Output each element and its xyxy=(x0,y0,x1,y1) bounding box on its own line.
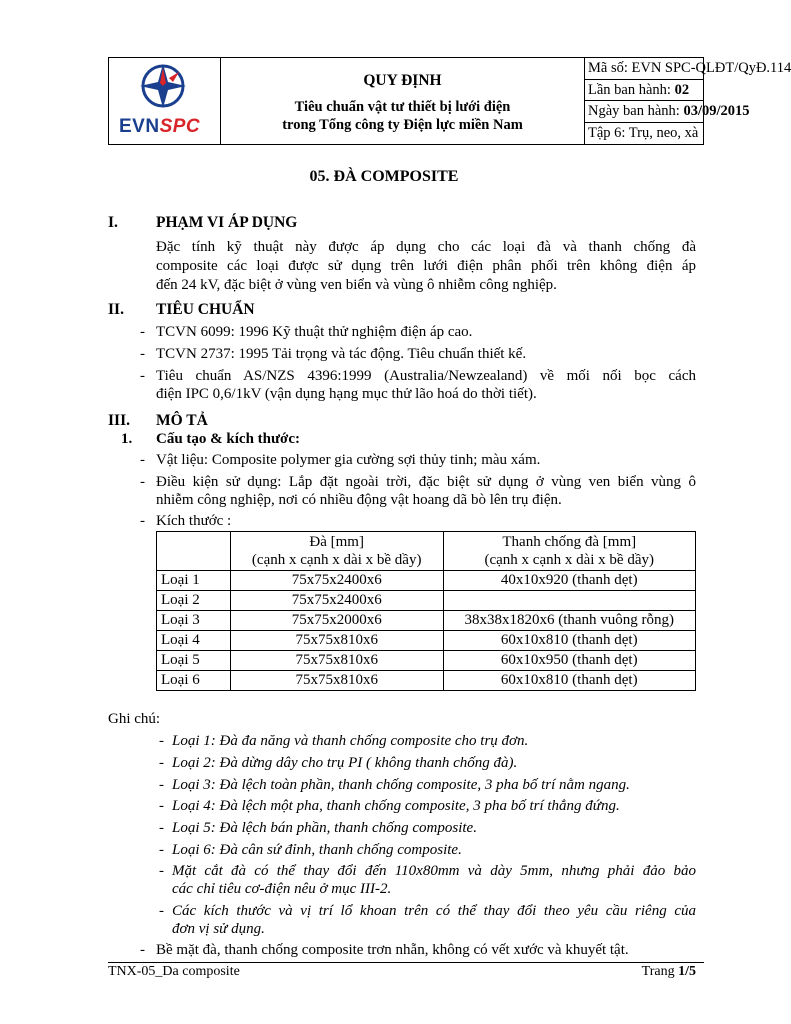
header-title-cell xyxy=(221,58,585,144)
section1-para-line2: composite các loại được sử dụng trên lưới điện phân phối trên không điện áp xyxy=(156,258,696,274)
table-cell-thanh: 40x10x920 (thanh dẹt) xyxy=(443,571,696,591)
notes-label: Ghi chú: xyxy=(108,711,161,727)
date-value: 03/09/2015 xyxy=(683,103,750,119)
section3-title: MÔ TẢ xyxy=(156,412,208,429)
bullet-dash: - xyxy=(159,755,164,771)
table-cell-type: Loại 6 xyxy=(157,671,231,691)
section1-title: PHẠM VI ÁP DỤNG xyxy=(156,214,298,231)
standard-item-3-line1: Tiêu chuẩn AS/NZS 4396:1999 (Australia/Newzealand) về mối nối bọc cách xyxy=(156,368,696,384)
bullet-dash: - xyxy=(140,324,145,340)
bullet-dash: - xyxy=(159,798,164,814)
bullet-dash: - xyxy=(140,452,145,468)
standard-item-3-line2: điện IPC 0,6/1kV (vận dụng hạng mục thử lão hoá do thời tiết). xyxy=(156,386,537,402)
table-cell-thanh: 38x38x1820x6 (thanh vuông rỗng) xyxy=(443,611,696,631)
usage-item-line2: nhiễm công nghiệp, nơi có nhiều động vật hoang dã bò lên trụ điện. xyxy=(156,492,562,508)
document-header xyxy=(108,57,791,145)
doc-title: 05. ĐÀ COMPOSITE xyxy=(309,168,459,185)
footer-page-value: 1/5 xyxy=(678,964,696,979)
table-cell-da: 75x75x810x6 xyxy=(230,651,443,671)
table-cell-da: 75x75x2400x6 xyxy=(230,571,443,591)
date-label: Ngày ban hành: xyxy=(588,103,684,119)
table-header-thanh-line1: Thanh chống đà [mm] xyxy=(502,534,637,550)
logo-cell xyxy=(109,58,221,144)
header-subtitle-line2: trong Tổng công ty Điện lực miền Nam xyxy=(282,117,523,133)
table-row xyxy=(157,571,696,591)
section2-title: TIÊU CHUẨN xyxy=(156,301,255,318)
footer-doc-name: TNX-05_Da composite xyxy=(108,964,240,979)
table-header-cell-empty xyxy=(157,532,231,571)
issue-number xyxy=(585,80,703,102)
bullet-dash: - xyxy=(159,842,164,858)
dimensions-label: Kích thước : xyxy=(156,513,232,529)
bullet-dash: - xyxy=(140,368,145,384)
section3-num: III. xyxy=(108,412,130,429)
table-cell-thanh: 60x10x810 (thanh dẹt) xyxy=(443,631,696,651)
table-header-row xyxy=(157,532,696,571)
logo-text-evn: EVN xyxy=(119,116,160,137)
note-1: Loại 1: Đà đa năng và thanh chống composite cho trụ đơn. xyxy=(172,733,529,749)
table-cell-type: Loại 1 xyxy=(157,571,231,591)
issue-value: 02 xyxy=(674,81,690,98)
table-header-da xyxy=(230,532,443,571)
material-item: Vật liệu: Composite polymer gia cường sợi thủy tinh; màu xám. xyxy=(156,452,541,468)
table-row xyxy=(157,611,696,631)
issue-date xyxy=(585,101,750,123)
table-cell-thanh: 60x10x950 (thanh dẹt) xyxy=(443,651,696,671)
table-row xyxy=(157,591,696,611)
bullet-dash: - xyxy=(140,513,145,529)
table-header-thanh xyxy=(443,532,696,571)
section1-num: I. xyxy=(108,214,118,231)
bullet-dash: - xyxy=(159,903,164,919)
issue-label: Lần ban hành: xyxy=(588,81,675,98)
doc-code: Mã số: EVN SPC-QLĐT/QyĐ.114 xyxy=(585,58,703,80)
usage-item-line1: Điều kiện sử dụng: Lắp đặt ngoài trời, đặc biệt sử dụng ở vùng ven biển vùng ô xyxy=(156,474,696,490)
table-header-da-line1: Đà [mm] xyxy=(309,534,364,550)
bullet-dash: - xyxy=(159,820,164,836)
table-row xyxy=(157,671,696,691)
standard-item-2: TCVN 2737: 1995 Tải trọng và tác động. Tiêu chuẩn thiết kế. xyxy=(156,346,527,362)
table-row xyxy=(157,631,696,651)
note-6: Loại 6: Đà cân sứ đỉnh, thanh chống composite. xyxy=(172,842,462,858)
table-header-thanh-line2: (cạnh x cạnh x dài x bề dầy) xyxy=(484,552,654,568)
table-cell-thanh: 60x10x810 (thanh dẹt) xyxy=(443,671,696,691)
section1-para-line3: đến 24 kV, đặc biệt ở vùng ven biển và vùng ô nhiễm công nghiệp. xyxy=(156,277,557,293)
table-row xyxy=(157,651,696,671)
header-subtitle-line1: Tiêu chuẩn vật tư thiết bị lưới điện xyxy=(294,99,511,115)
note-4: Loại 4: Đà lệch một pha, thanh chống composite, 3 pha bố trí thẳng đứng. xyxy=(172,798,620,814)
table-cell-type: Loại 2 xyxy=(157,591,231,611)
table-cell-da: 75x75x2000x6 xyxy=(230,611,443,631)
note-2: Loại 2: Đà dừng dây cho trụ PI ( không thanh chống đà). xyxy=(172,755,518,771)
table-cell-da: 75x75x810x6 xyxy=(230,671,443,691)
bullet-dash: - xyxy=(140,942,145,958)
note-7-line2: các chỉ tiêu cơ-điện nêu ở mục III-2. xyxy=(172,881,392,897)
header-info-cell xyxy=(585,58,791,144)
volume: Tập 6: Trụ, neo, xà xyxy=(588,124,699,141)
logo-wordmark xyxy=(119,116,200,138)
subsection-title: Cấu tạo & kích thước: xyxy=(156,431,300,447)
header-title: QUY ĐỊNH xyxy=(363,72,442,89)
footer-page-label: Trang xyxy=(641,964,679,979)
bullet-dash: - xyxy=(159,863,164,879)
table-cell-type: Loại 5 xyxy=(157,651,231,671)
table-cell-thanh xyxy=(443,591,696,611)
note-8-line1: Các kích thước và vị trí lổ khoan trên có thể thay đổi theo yêu cầu riêng của xyxy=(172,903,696,919)
note-8-line2: đơn vị sử dụng. xyxy=(172,921,265,937)
bullet-dash: - xyxy=(140,346,145,362)
footer-page xyxy=(642,964,696,980)
table-cell-da: 75x75x2400x6 xyxy=(230,591,443,611)
subsection-num: 1. xyxy=(121,431,133,447)
table-cell-type: Loại 4 xyxy=(157,631,231,651)
logo-text-spc: SPC xyxy=(159,116,201,137)
note-7-line1: Mặt cắt đà có thể thay đổi đến 110x80mm và dày 5mm, nhưng phải đảo bảo xyxy=(172,863,696,879)
bullet-dash: - xyxy=(159,777,164,793)
standard-item-1: TCVN 6099: 1996 Kỹ thuật thử nghiệm điện áp cao. xyxy=(156,324,473,340)
section1-para-line1: Đặc tính kỹ thuật này được áp dụng cho các loại đà và thanh chống đà xyxy=(156,239,696,255)
dimensions-table xyxy=(156,531,696,691)
bullet-dash: - xyxy=(159,733,164,749)
footer-divider xyxy=(108,962,704,963)
table-header-da-line2: (cạnh x cạnh x dài x bề dầy) xyxy=(251,552,422,568)
section2-num: II. xyxy=(108,301,124,318)
header-subtitle xyxy=(221,98,584,134)
table-cell-da: 75x75x810x6 xyxy=(230,631,443,651)
note-3: Loại 3: Đà lệch toàn phần, thanh chống composite, 3 pha bố trí nằm ngang. xyxy=(172,777,630,793)
surface-note: Bề mặt đà, thanh chống composite trơn nhẵn, không có vết xước và khuyết tật. xyxy=(156,942,629,958)
bullet-dash: - xyxy=(140,474,145,490)
table-cell-type: Loại 3 xyxy=(157,611,231,631)
note-5: Loại 5: Đà lệch bán phần, thanh chống composite. xyxy=(172,820,477,836)
